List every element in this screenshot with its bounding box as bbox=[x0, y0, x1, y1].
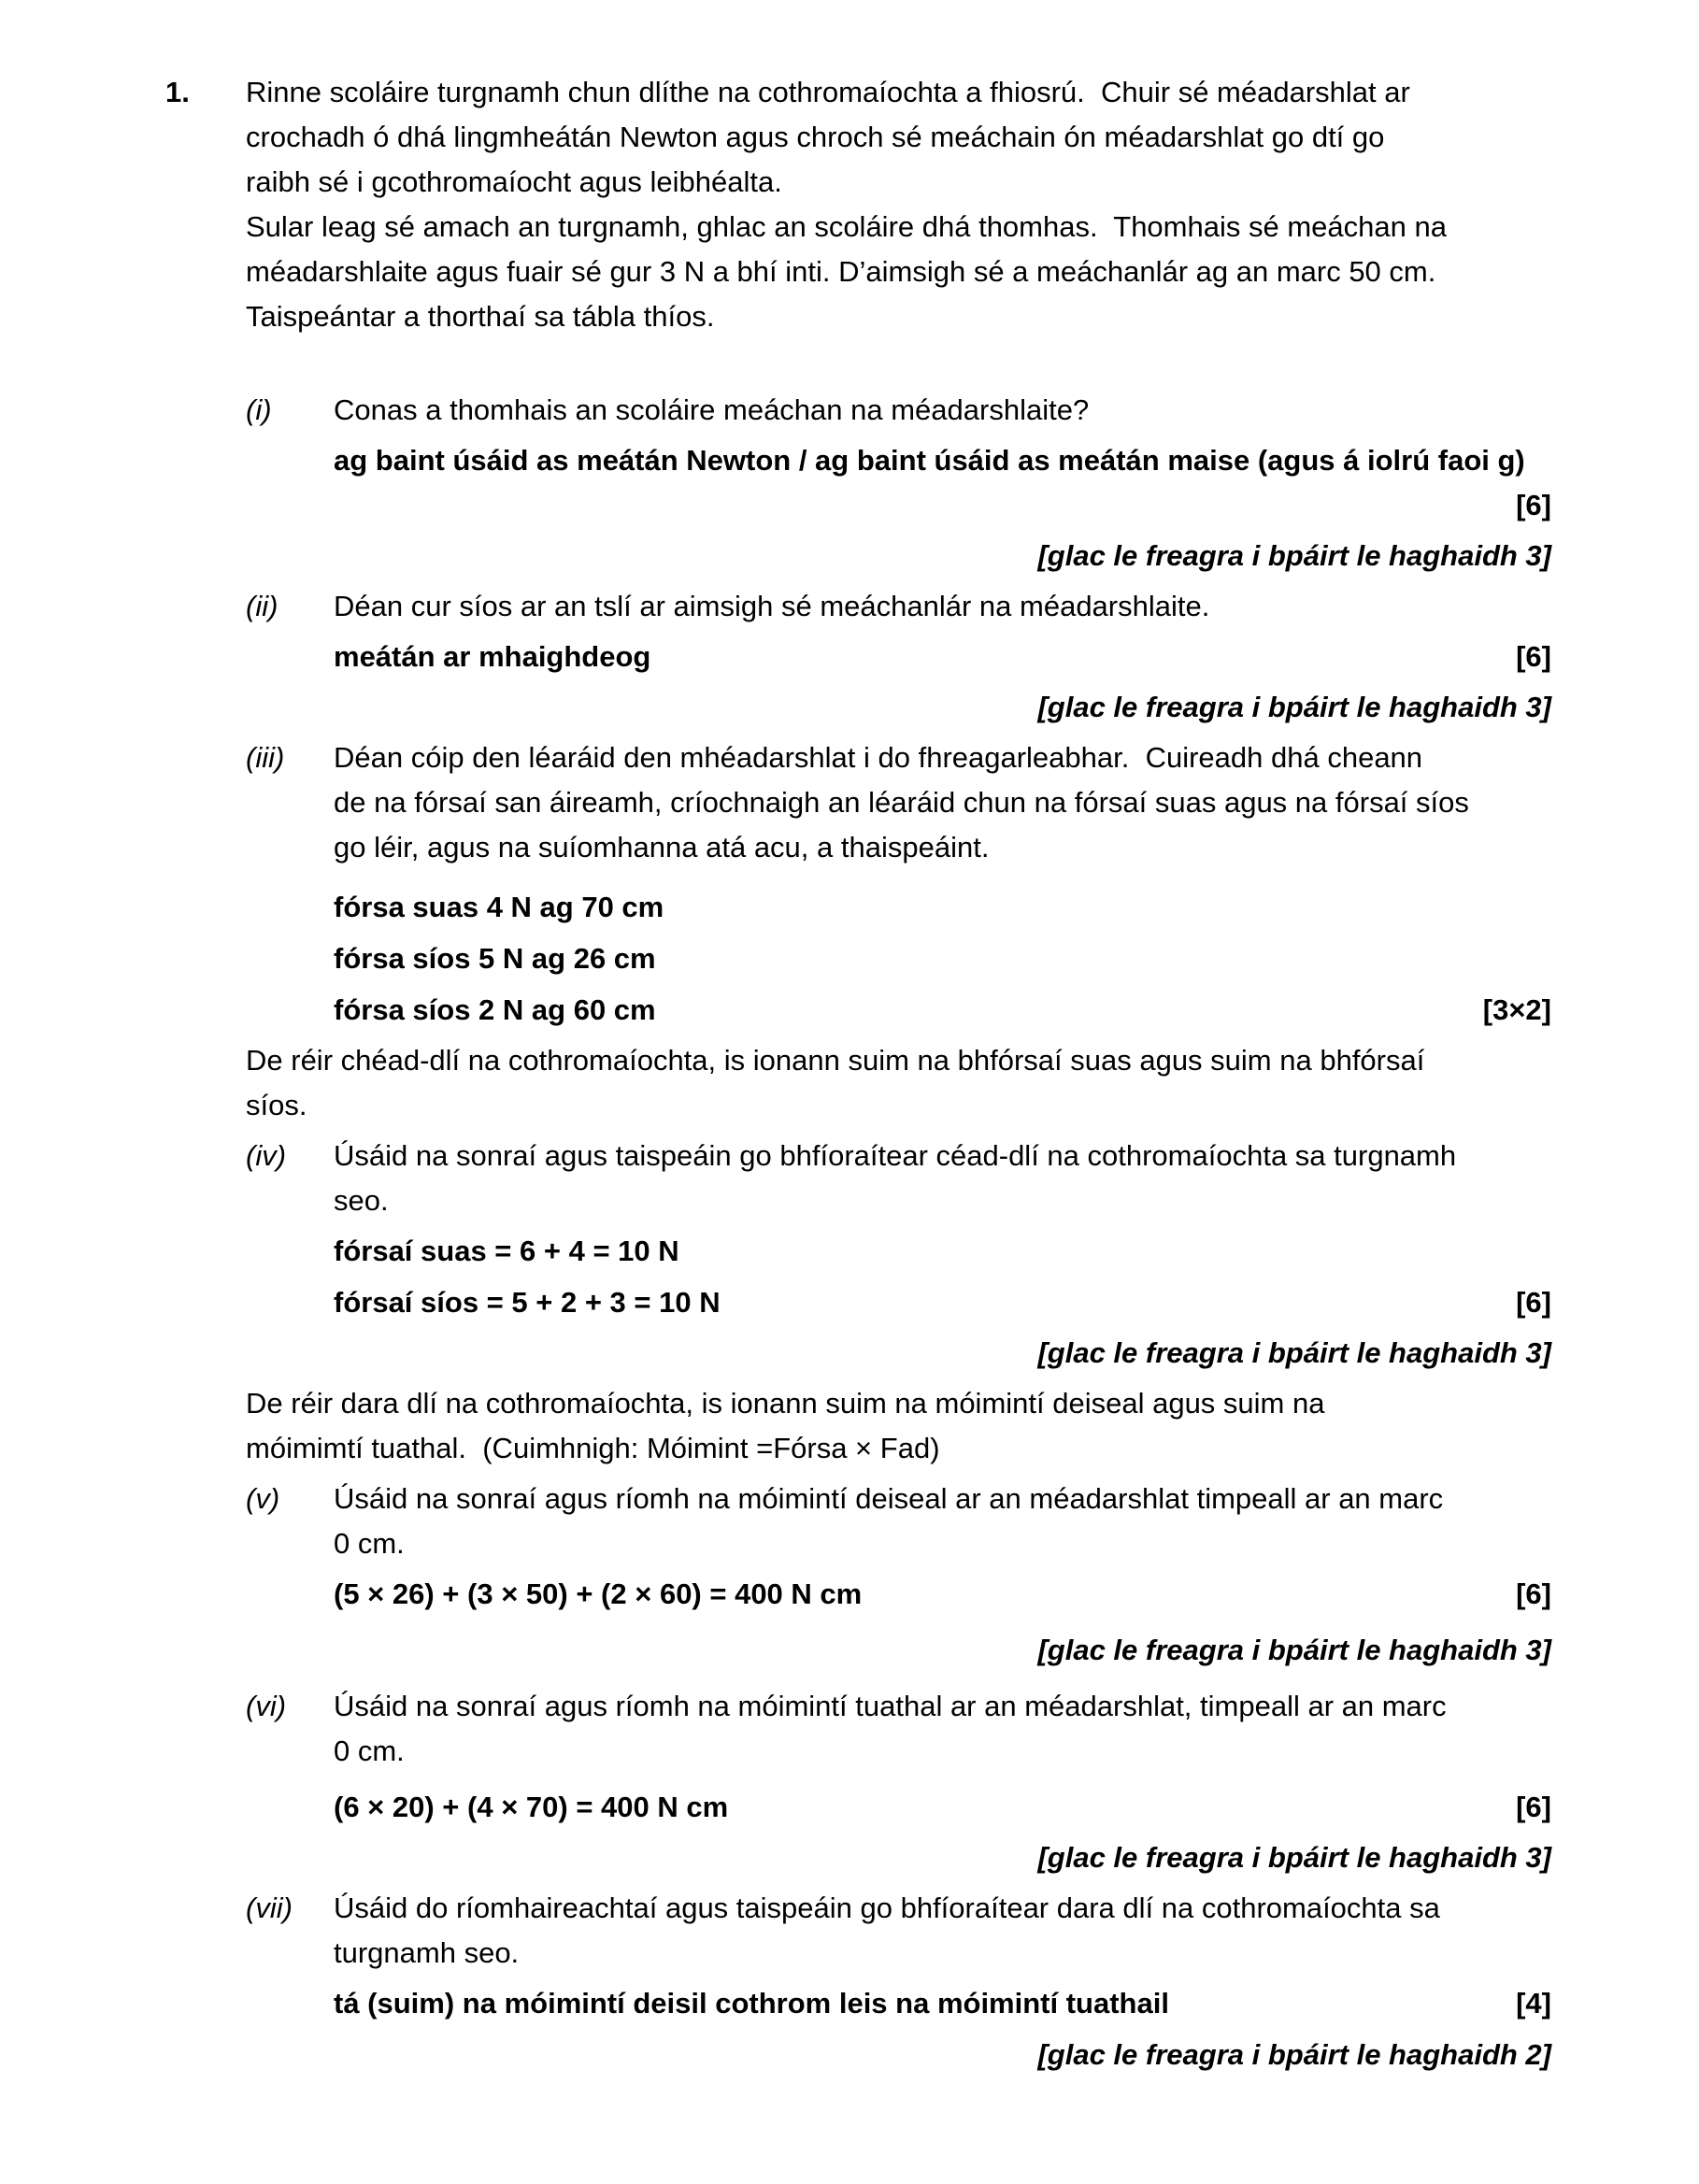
question-number: 1. bbox=[165, 76, 190, 108]
statement-line: móimimtí tuathal. (Cuimhnigh: Móimint =Fórsa × Fad) bbox=[246, 1432, 940, 1464]
part-answer-row bbox=[334, 988, 1551, 1033]
part-question-line: go léir, agus na suíomhanna atá acu, a thaispeáint. bbox=[334, 831, 990, 864]
accept-note: [glac le freagra i bpáirt le haghaidh 3] bbox=[1037, 1336, 1551, 1369]
part-answer: ag baint úsáid as meátán Newton / ag baint úsáid as meátán maise (agus á iolrú faoi g) bbox=[334, 444, 1525, 477]
part-body bbox=[334, 735, 1551, 1038]
marks-badge: [6] bbox=[1516, 1577, 1551, 1610]
intro-line: Sular leag sé amach an turgnamh, ghlac an scoláire dhá thomhas. Thomhais sé meáchan na bbox=[246, 210, 1447, 243]
part-answer: (5 × 26) + (3 × 50) + (2 × 60) = 400 N cm bbox=[334, 1577, 863, 1610]
part-label: (v) bbox=[246, 1482, 280, 1515]
statement-line: De réir dara dlí na cothromaíochta, is ionann suim na móimintí deiseal agus suim na bbox=[246, 1387, 1325, 1420]
part-question-line: 0 cm. bbox=[334, 1734, 405, 1767]
question-part-v bbox=[246, 1477, 1551, 1684]
part-answer-row bbox=[334, 1572, 1551, 1617]
intro-line: méadarshlaite agus fuair sé gur 3 N a bhí inti. D’aimsigh sé a meáchanlár ag an marc 50 cm. bbox=[246, 255, 1436, 288]
marks-badge: [3×2] bbox=[1482, 993, 1551, 1026]
part-question-line: Úsáid do ríomhaireachtaí agus taispeáin go bhfíoraítear dara dlí na cothromaíochta sa bbox=[334, 1891, 1440, 1924]
part-question-line: 0 cm. bbox=[334, 1527, 405, 1560]
part-body bbox=[334, 1684, 1551, 1886]
marks-badge: [4] bbox=[1516, 1987, 1551, 2020]
accept-note: [glac le freagra i bpáirt le haghaidh 3] bbox=[1037, 539, 1551, 572]
statement-line: síos. bbox=[246, 1089, 307, 1121]
part-question-line: Conas a thomhais an scoláire meáchan na méadarshlaite? bbox=[334, 393, 1090, 426]
question-part-i bbox=[246, 388, 1551, 584]
part-body bbox=[334, 388, 1551, 584]
part-answer-row bbox=[334, 635, 1551, 679]
part-question bbox=[334, 584, 1551, 629]
question-part-iii bbox=[246, 735, 1551, 1038]
law-statement-first bbox=[246, 1038, 1551, 1128]
intro-line: Rinne scoláire turgnamh chun dlíthe na cothromaíochta a fhiosrú. Chuir sé méadarshlat ar bbox=[246, 76, 1410, 108]
part-label: (vi) bbox=[246, 1690, 287, 1722]
part-answer: fórsaí síos = 5 + 2 + 3 = 10 N bbox=[334, 1286, 721, 1319]
part-body bbox=[334, 1134, 1551, 1381]
part-body bbox=[334, 1886, 1551, 2083]
part-question bbox=[334, 1886, 1551, 1976]
question-part-vi bbox=[246, 1684, 1551, 1886]
part-question bbox=[334, 1684, 1551, 1774]
part-label: (i) bbox=[246, 393, 272, 426]
part-body bbox=[334, 1477, 1551, 1684]
question-part-iv bbox=[246, 1134, 1551, 1381]
part-label: (vii) bbox=[246, 1891, 293, 1924]
part-question-line: seo. bbox=[334, 1184, 389, 1217]
part-question bbox=[334, 388, 1551, 433]
part-question-line: Úsáid na sonraí agus ríomh na móimintí deiseal ar an méadarshlat timpeall ar an marc bbox=[334, 1482, 1444, 1515]
intro-paragraph bbox=[246, 70, 1551, 339]
accept-note: [glac le freagra i bpáirt le haghaidh 2] bbox=[1037, 2038, 1551, 2071]
intro-line: Taispeántar a thorthaí sa tábla thíos. bbox=[246, 300, 715, 333]
marks-badge: [6] bbox=[1516, 640, 1551, 673]
marks-badge: [6] bbox=[1516, 489, 1551, 521]
accept-note: [glac le freagra i bpáirt le haghaidh 3] bbox=[1037, 1634, 1551, 1666]
part-question-line: Úsáid na sonraí agus ríomh na móimintí tuathal ar an méadarshlat, timpeall ar an marc bbox=[334, 1690, 1447, 1722]
intro-line: raibh sé i gcothromaíocht agus leibhéalta. bbox=[246, 165, 782, 198]
part-body bbox=[334, 584, 1551, 735]
part-label: (iii) bbox=[246, 741, 285, 774]
intro-line: crochadh ó dhá lingmheátán Newton agus chroch sé meáchain ón méadarshlat go dtí go bbox=[246, 121, 1385, 153]
part-label: (iv) bbox=[246, 1139, 287, 1172]
question-part-ii bbox=[246, 584, 1551, 735]
part-answer: fórsaí suas = 6 + 4 = 10 N bbox=[334, 1235, 679, 1267]
part-answer-row bbox=[334, 1981, 1551, 2026]
accept-note: [glac le freagra i bpáirt le haghaidh 3] bbox=[1037, 1841, 1551, 1874]
part-answer: fórsa síos 2 N ag 60 cm bbox=[334, 993, 656, 1026]
marks-badge: [6] bbox=[1516, 1791, 1551, 1823]
question-part-vii bbox=[246, 1886, 1551, 2083]
question-content bbox=[246, 70, 1551, 2083]
marks-badge: [6] bbox=[1516, 1286, 1551, 1319]
part-answer-row bbox=[334, 1785, 1551, 1830]
part-answer: fórsa suas 4 N ag 70 cm bbox=[334, 891, 664, 923]
part-answer-row bbox=[334, 1280, 1551, 1325]
part-answer: meátán ar mhaighdeog bbox=[334, 640, 651, 673]
part-question bbox=[334, 735, 1551, 870]
part-question bbox=[334, 1477, 1551, 1566]
part-answer: fórsa síos 5 N ag 26 cm bbox=[334, 942, 656, 975]
law-statement-second bbox=[246, 1381, 1551, 1471]
part-question-line: Déan cóip den léaráid den mhéadarshlat i do fhreagarleabhar. Cuireadh dhá cheann bbox=[334, 741, 1423, 774]
part-question-line: Úsáid na sonraí agus taispeáin go bhfíoraítear céad-dlí na cothromaíochta sa turgnamh bbox=[334, 1139, 1457, 1172]
part-label: (ii) bbox=[246, 590, 278, 622]
part-question-line: de na fórsaí san áireamh, críochnaigh an léaráid chun na fórsaí suas agus na fórsaí síos bbox=[334, 786, 1469, 819]
accept-note: [glac le freagra i bpáirt le haghaidh 3] bbox=[1037, 691, 1551, 723]
part-answer: (6 × 20) + (4 × 70) = 400 N cm bbox=[334, 1791, 729, 1823]
part-question bbox=[334, 1134, 1551, 1223]
statement-line: De réir chéad-dlí na cothromaíochta, is ionann suim na bhfórsaí suas agus suim na bhfórsaí bbox=[246, 1044, 1425, 1077]
part-question-line: Déan cur síos ar an tslí ar aimsigh sé meáchanlár na méadarshlaite. bbox=[334, 590, 1210, 622]
part-question-line: turgnamh seo. bbox=[334, 1936, 520, 1969]
part-answer: tá (suim) na móimintí deisil cothrom leis na móimintí tuathail bbox=[334, 1987, 1169, 2020]
